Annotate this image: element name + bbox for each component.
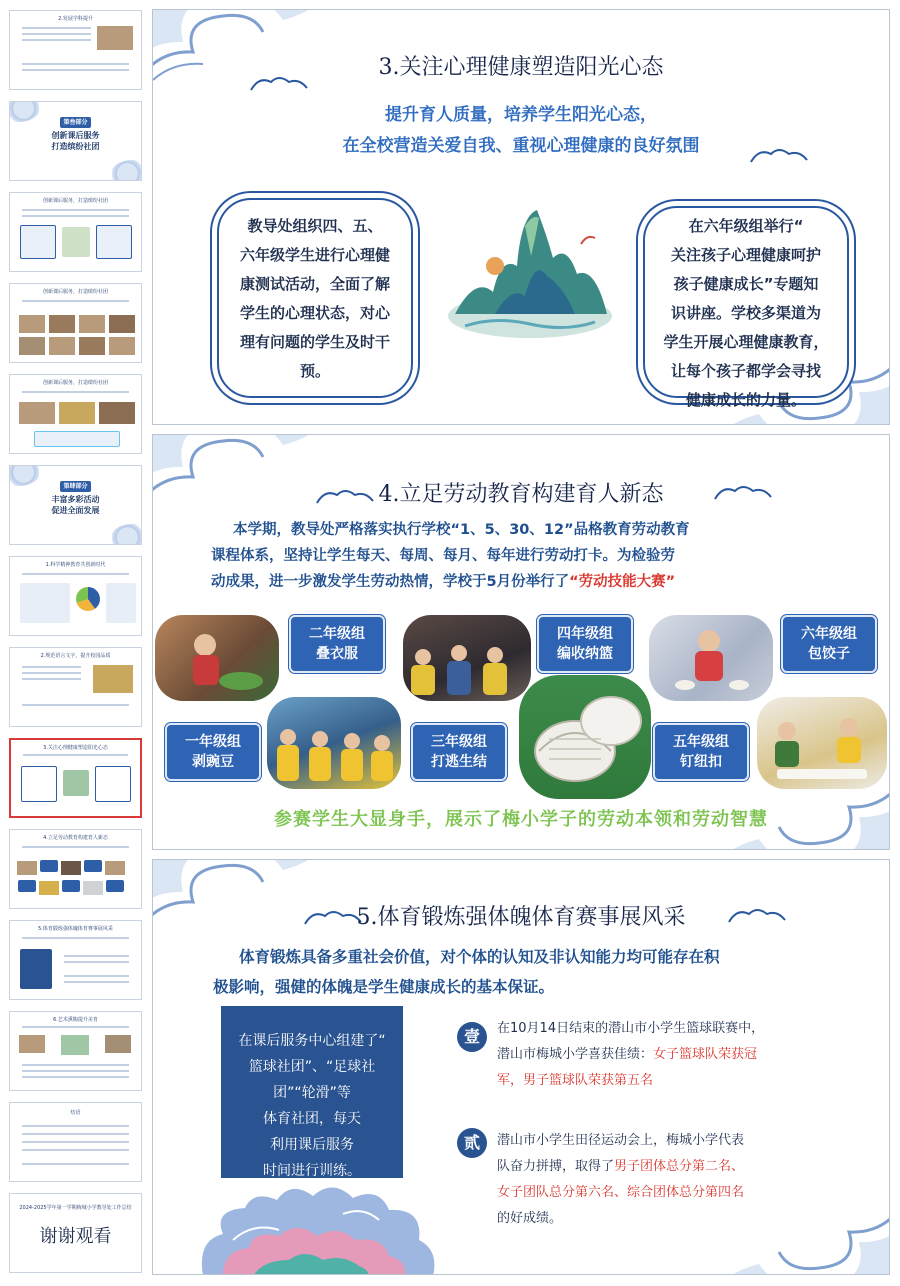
photo-making-dumplings <box>649 615 773 701</box>
thumb-text-box <box>34 431 120 447</box>
slide-thumbnail-14[interactable] <box>9 1193 142 1273</box>
thumb-photo <box>104 860 126 876</box>
thumb-title: 创新课后服务，打造缤纷社团 <box>42 380 108 386</box>
seal-number-2: 贰 <box>457 1128 487 1158</box>
children-activity-icon <box>155 615 279 701</box>
slide-thumbnail-rail <box>0 0 148 1286</box>
children-activity-icon <box>649 615 773 701</box>
label-grade: 一年级组 <box>185 734 241 750</box>
frame-line: 六年级学生进行心理健 <box>239 246 390 264</box>
thumb-photo <box>82 880 104 896</box>
card-line: 篮球社团”、“足球社 <box>248 1059 376 1075</box>
card-line: 时间进行训练。 <box>263 1163 361 1179</box>
frame-line: 康测试活动，全面了解 <box>239 275 390 293</box>
thumb-text-line <box>64 955 129 957</box>
children-activity-icon <box>757 697 887 789</box>
body-line-3-text: 动成果，进一步激发学生劳动热情，学校于5月份举行了 <box>211 574 570 590</box>
thumb-cloud-decoration <box>109 524 142 545</box>
thumb-text-line <box>22 215 129 217</box>
lead-line-2: 在全校营造关爱自我、重视心理健康的良好氛围 <box>342 136 700 156</box>
slide-thumbnail-11[interactable] <box>9 920 142 1000</box>
thumb-label-box <box>18 880 36 892</box>
thumb-text-line <box>22 678 81 680</box>
label-grade2 <box>289 615 385 673</box>
item-line <box>497 1042 764 1068</box>
frame-line: 教导处组织四、五、 <box>247 217 383 235</box>
thumb-text-line <box>64 975 129 977</box>
right-text-frame <box>643 206 849 409</box>
thumb-title: 6.艺术熏陶提升美育 <box>53 1017 98 1023</box>
frame-line: 学生的心理状态，对心 <box>239 304 390 322</box>
body-line-2: 极影响，强健的体魄是学生健康成长的基本保证。 <box>213 978 555 996</box>
body-line-1: 体育锻炼具备多重社会价值，对个体的认知及非认知能力均可能存在积 <box>239 948 720 966</box>
slide-thumbnail-5[interactable] <box>9 374 142 454</box>
thumb-text-line <box>22 39 91 41</box>
label-task: 剥豌豆 <box>192 754 234 770</box>
frame-line: 健康成长的力量。 <box>685 391 806 409</box>
mountain-landscape-illustration <box>435 196 625 346</box>
photo-sewing-buttons <box>757 697 887 789</box>
thumb-text-line <box>22 63 129 65</box>
thumb-label-box <box>40 860 58 872</box>
thumb-section-line: 创新课后服务 <box>51 131 100 140</box>
thumb-text-line <box>64 961 129 963</box>
frame-line: 学生开展心理健康教育， <box>663 333 829 351</box>
label-task: 包饺子 <box>808 646 850 662</box>
thumb-illustration <box>63 770 89 796</box>
slide-thumbnail-4[interactable] <box>9 283 142 363</box>
body-line-2: 课程体系，坚持让学生每天、每周、每月、每年进行劳动打卡。为检验劳 <box>211 548 675 564</box>
thumb-text-line <box>22 69 129 71</box>
photo-folding-clothes <box>267 697 401 789</box>
thumb-cloud-decoration <box>109 160 142 181</box>
thumb-pie <box>76 587 100 611</box>
thumb-photo <box>108 314 136 334</box>
thumb-footer-text: 2024-2025学年第一学期梅城小学教导处工作总结 <box>19 1205 132 1211</box>
slide-title: 5.体育锻炼强体魄体育赛事展风采 <box>356 905 686 930</box>
slide-thumbnail-10[interactable] <box>9 829 142 909</box>
thumb-text-line <box>22 391 129 393</box>
thumb-text-frame <box>96 225 132 259</box>
label-grade: 六年级组 <box>801 626 857 642</box>
thumb-text-block <box>20 583 70 623</box>
frame-line: 关注孩子心理健康呵护 <box>670 246 821 264</box>
frame-line: 孩子健康成长”专题知 <box>673 275 819 293</box>
thumb-photo <box>18 401 56 425</box>
item-line: 在10月14日结束的潜山市小学生篮球联赛中， <box>497 1021 765 1036</box>
basket-icon <box>519 675 651 799</box>
item-line: 潜山市小学生田径运动会上，梅城小学代表 <box>497 1133 745 1148</box>
thumb-text-line <box>22 1141 129 1143</box>
thumb-text-line <box>22 573 129 575</box>
label-grade: 五年级组 <box>673 734 729 750</box>
thumb-text-line <box>22 1064 129 1066</box>
item-line-text: 队奋力拼搏，取得了 <box>497 1159 615 1174</box>
thumb-dark-card <box>20 949 52 989</box>
slide-thumbnail-12[interactable] <box>9 1011 142 1091</box>
thumb-text-line <box>22 672 81 674</box>
athletics-result-highlight: 男子团体总分第二名、 <box>614 1159 745 1174</box>
left-text-frame <box>217 198 413 398</box>
thumb-thanks-text: 谢谢观看 <box>39 1226 112 1247</box>
thumb-title: 3.关注心理健康塑造阳光心态 <box>43 745 108 751</box>
result-item-athletics <box>497 1128 744 1232</box>
label-task: 打逃生结 <box>431 754 487 770</box>
thumb-title: 1.科学精神教育共创新时代 <box>45 562 106 568</box>
body-line-3 <box>211 569 675 595</box>
thumb-text-frame <box>95 766 131 802</box>
slide-thumbnail-9-active[interactable] <box>9 738 142 818</box>
thumb-section-badge: 第肆部分 <box>60 481 90 492</box>
thumb-text-line <box>22 1076 129 1078</box>
card-line: 团”“轮滑”等 <box>273 1085 351 1101</box>
thumb-title: 结语 <box>70 1110 81 1116</box>
thumb-text-block <box>106 583 136 623</box>
thumb-photo <box>104 1034 132 1054</box>
thumb-photo <box>18 314 46 334</box>
children-activity-icon <box>267 697 401 789</box>
thumb-label-box <box>106 880 124 892</box>
thumb-illustration <box>62 227 90 257</box>
thumb-title: 5.体育锻炼强体魄体育赛事展风采 <box>38 926 113 932</box>
thumb-photo <box>92 664 134 694</box>
thumb-title: 4.立足劳动教育构建育人新态 <box>43 835 108 841</box>
slide-thumbnail-3[interactable] <box>9 192 142 272</box>
contest-name-highlight: “劳动技能大赛” <box>569 574 676 590</box>
frame-line: 预。 <box>299 362 330 380</box>
thumb-text-line <box>22 1125 129 1127</box>
slide-thumbnail-1[interactable] <box>9 10 142 90</box>
photo-woven-baskets <box>519 675 651 799</box>
frame-line: 让每个孩子都学会寻找 <box>670 362 821 380</box>
thumb-section-cover <box>10 480 141 516</box>
slide-psychology <box>152 9 890 425</box>
slide-thumbnail-6[interactable] <box>9 465 142 545</box>
label-grade: 三年级组 <box>431 734 487 750</box>
label-task: 编收纳篮 <box>557 646 613 662</box>
thumb-photo <box>78 336 106 356</box>
children-activity-icon <box>403 615 531 701</box>
slide-sports <box>152 859 890 1275</box>
thumb-text-line <box>22 1026 129 1028</box>
item-line: 的好成绩。 <box>497 1211 563 1226</box>
thumb-title: 2.发展学科提升 <box>58 16 93 22</box>
thumb-photo <box>48 336 76 356</box>
thumb-text-line <box>64 981 129 983</box>
thumb-text-line <box>22 937 129 939</box>
slide-summary: 参赛学生大显身手，展示了梅小学子的劳动本领和劳动智慧 <box>274 809 768 830</box>
thumb-text-frame <box>21 766 57 802</box>
thumb-text-line <box>22 666 81 668</box>
seal-number-1: 壹 <box>457 1022 487 1052</box>
wave-cloud-illustration <box>193 1150 443 1275</box>
thumb-section-cover <box>10 116 141 152</box>
thumb-text-line <box>22 27 91 29</box>
frame-line: 理有问题的学生及时干 <box>239 333 390 351</box>
thumb-title: 创新课后服务，打造缤纷社团 <box>42 289 108 295</box>
slide-labor-education <box>152 434 890 850</box>
thumb-text-line <box>22 846 129 848</box>
slide-thumbnail-8[interactable] <box>9 647 142 727</box>
thumb-text-line <box>22 1163 129 1165</box>
thumb-text-line <box>22 704 129 706</box>
item-line <box>497 1154 744 1180</box>
label-task: 叠衣服 <box>316 646 358 662</box>
photo-weaving-baskets <box>403 615 531 701</box>
body-line-1: 本学期，教导处严格落实执行学校“1、5、30、12”品格教育劳动教育 <box>233 522 690 538</box>
lead-line-1: 提升育人质量，培养学生阳光心态， <box>385 105 657 125</box>
thumb-photo <box>58 401 96 425</box>
thumb-text-line <box>22 1149 129 1151</box>
slide-thumbnail-2[interactable] <box>9 101 142 181</box>
label-task: 钉纽扣 <box>680 754 722 770</box>
thumb-photo <box>108 336 136 356</box>
thumb-label-box <box>62 880 80 892</box>
frame-line: 识讲座。学校多渠道为 <box>670 304 821 322</box>
photo-peeling-peas <box>155 615 279 701</box>
thumb-photo <box>38 880 60 896</box>
thumb-text-line <box>22 1070 129 1072</box>
thumb-photo <box>18 336 46 356</box>
thumb-section-line: 打造缤纷社团 <box>51 142 100 151</box>
thumb-text-line <box>23 754 128 756</box>
card-line: 在课后服务中心组建了“ <box>238 1033 386 1049</box>
label-grade6 <box>781 615 877 673</box>
item-line-text: 潜山市梅城小学喜获佳绩： <box>497 1047 654 1062</box>
basketball-result-highlight: 军，男子篮球队荣获第五名 <box>497 1073 654 1088</box>
thumb-photo <box>60 1034 90 1056</box>
thumb-photo <box>18 1034 46 1054</box>
thumb-photo <box>96 25 134 51</box>
thumb-section-line: 丰富多彩活动 <box>51 495 100 504</box>
label-grade5 <box>653 723 749 781</box>
result-item-basketball <box>497 1016 764 1094</box>
athletics-result-highlight: 女子团队总分第六名、综合团体总分第四名 <box>497 1185 745 1200</box>
label-grade4 <box>537 615 633 673</box>
thumb-photo <box>48 314 76 334</box>
label-grade1 <box>165 723 261 781</box>
thumb-text-line <box>22 33 91 35</box>
basketball-result-highlight: 女子篮球队荣获冠 <box>653 1047 758 1062</box>
thumb-photo <box>60 860 82 876</box>
thumb-title: 创新课后服务，打造缤纷社团 <box>42 198 108 204</box>
label-grade: 二年级组 <box>309 626 365 642</box>
thumb-photo <box>98 401 136 425</box>
thumb-text-line <box>22 209 129 211</box>
thumb-text-frame <box>20 225 56 259</box>
thumb-text-line <box>22 1133 129 1135</box>
card-line: 体育社团，每天 <box>263 1111 361 1127</box>
label-grade: 四年级组 <box>557 626 613 642</box>
slide-title: 4.立足劳动教育构建育人新态 <box>378 482 664 507</box>
slide-thumbnail-13[interactable] <box>9 1102 142 1182</box>
slide-title: 3.关注心理健康塑造阳光心态 <box>378 55 664 80</box>
thumb-photo <box>78 314 106 334</box>
card-line: 利用课后服务 <box>270 1137 354 1153</box>
thumb-title: 2.规范语言文字，提升校园品质 <box>40 653 111 659</box>
thumb-section-line: 促进全面发展 <box>51 506 100 515</box>
thumb-section-badge: 第叁部分 <box>60 117 90 128</box>
label-grade3 <box>411 723 507 781</box>
slide-thumbnail-7[interactable] <box>9 556 142 636</box>
thumb-text-line <box>22 300 129 302</box>
thumb-photo <box>16 860 38 876</box>
thumb-label-box <box>84 860 102 872</box>
frame-line: 在六年级组举行“ <box>688 217 804 235</box>
